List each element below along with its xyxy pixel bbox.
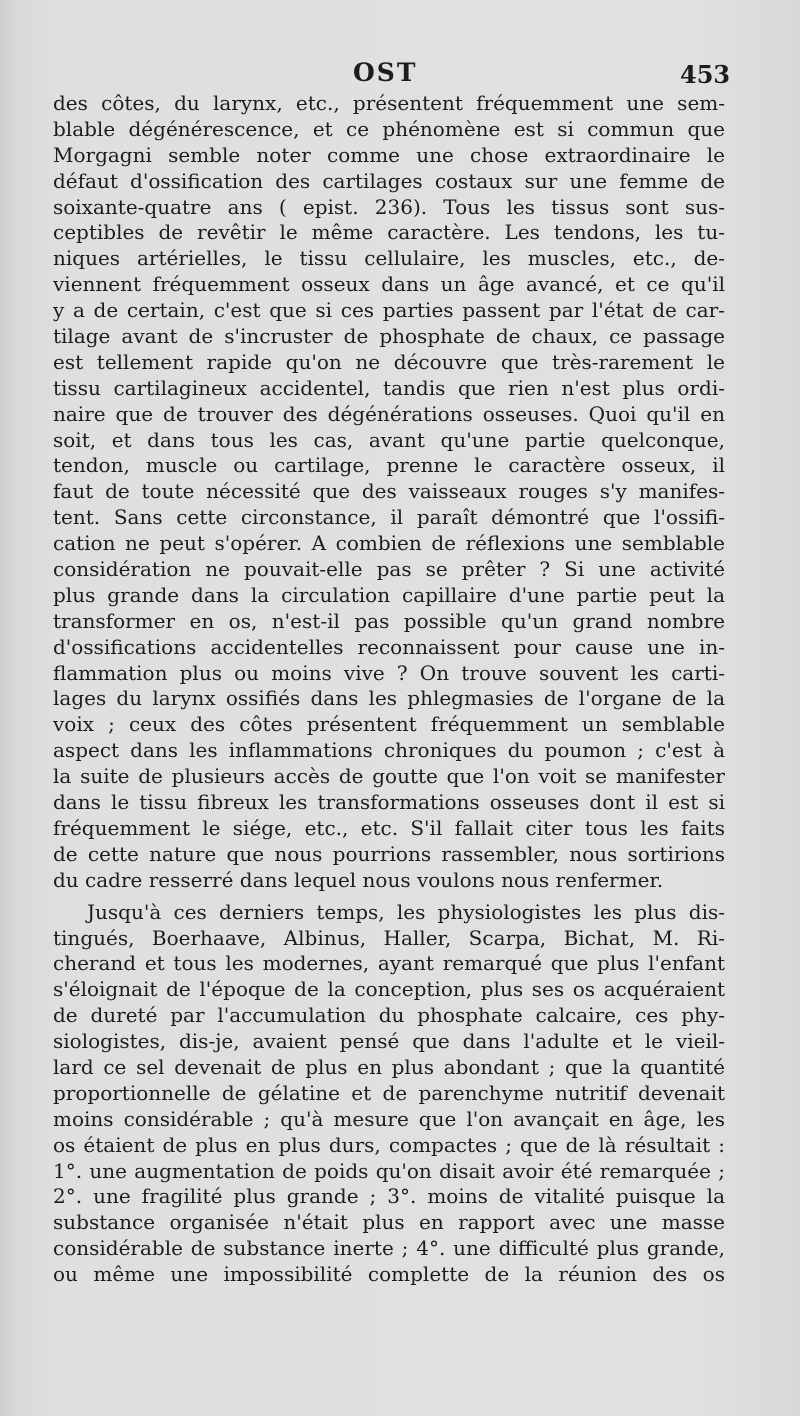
- text-line: s'éloignait de l'époque de la conception, plus ses os acquéraient: [53, 977, 725, 1002]
- text-line: considérable de substance inerte ; 4°. une difficulté plus grande,: [53, 1236, 725, 1261]
- text-line: de dureté par l'accumulation du phosphate calcaire, ces phy-: [53, 1003, 725, 1028]
- text-line: ou même une impossibilité complette de la réunion des os: [53, 1262, 725, 1287]
- text-line: aspect dans les inflammations chroniques du poumon ; c'est à: [53, 738, 725, 763]
- text-line: tingués, Boerhaave, Albinus, Haller, Scarpa, Bichat, M. Ri-: [53, 925, 725, 950]
- text-line: voix ; ceux des côtes présentent fréquemment un semblable: [53, 712, 725, 737]
- text-line: cation ne peut s'opérer. A combien de réflexions une semblable: [53, 531, 725, 556]
- text-line: Morgagni semble noter comme une chose extraordinaire le: [53, 142, 725, 167]
- body-text: [53, 91, 725, 1288]
- text-line: ceptibles de revêtir le même caractère. Les tendons, les tu-: [53, 220, 725, 245]
- text-line: des côtes, du larynx, etc., présentent fréquemment une sem-: [53, 91, 725, 115]
- text-line: siologistes, dis-je, avaient pensé que dans l'adulte et le vieil-: [53, 1029, 725, 1054]
- text-line: fréquemment le siége, etc., etc. S'il fallait citer tous les faits: [53, 815, 725, 840]
- text-line: y a de certain, c'est que si ces parties passent par l'état de car-: [53, 298, 725, 323]
- text-line: tilage avant de s'incruster de phosphate de chaux, ce passage: [53, 324, 725, 349]
- text-line: défaut d'ossification des cartilages costaux sur une femme de: [53, 168, 725, 193]
- text-line: soixante-quatre ans ( epist. 236). Tous les tissus sont sus-: [53, 194, 725, 219]
- text-line: 1°. une augmentation de poids qu'on disait avoir été remarquée ;: [53, 1158, 725, 1183]
- text-line: proportionnelle de gélatine et de parenchyme nutritif devenait: [53, 1080, 725, 1105]
- text-line: cherand et tous les modernes, ayant remarqué que plus l'enfant: [53, 951, 725, 976]
- running-head-title: OST: [353, 58, 418, 87]
- text-line: transformer en os, n'est-il pas possible qu'un grand nombre: [53, 608, 725, 633]
- paragraph-1: [53, 91, 725, 894]
- text-line: de cette nature que nous pourrions rassembler, nous sortirions: [53, 841, 725, 866]
- text-line: lard ce sel devenait de plus en plus abondant ; que la quantité: [53, 1054, 725, 1079]
- text-line: dans le tissu fibreux les transformations osseuses dont il est si: [53, 790, 725, 815]
- text-line: lages du larynx ossifiés dans les phlegmasies de l'organe de la: [53, 686, 725, 711]
- text-line: tissu cartilagineux accidentel, tandis que rien n'est plus ordi-: [53, 375, 725, 400]
- text-line: os étaient de plus en plus durs, compactes ; que de là résultait :: [53, 1132, 725, 1157]
- text-line: est tellement rapide qu'on ne découvre que très-rarement le: [53, 349, 725, 374]
- text-line: viennent fréquemment osseux dans un âge avancé, et ce qu'il: [53, 272, 725, 297]
- page-number: 453: [680, 60, 731, 89]
- text-line: flammation plus ou moins vive ? On trouve souvent les carti-: [53, 660, 725, 685]
- text-line: Jusqu'à ces derniers temps, les physiologistes les plus dis-: [87, 899, 725, 924]
- text-line: moins considérable ; qu'à mesure que l'on avançait en âge, les: [53, 1106, 725, 1131]
- text-line: faut de toute nécessité que des vaisseaux rouges s'y manifes-: [53, 479, 725, 504]
- text-line: substance organisée n'était plus en rapport avec une masse: [53, 1210, 725, 1235]
- text-line: soit, et dans tous les cas, avant qu'une partie quelconque,: [53, 427, 725, 452]
- text-line: tendon, muscle ou cartilage, prenne le caractère osseux, il: [53, 453, 725, 478]
- text-line: blable dégénérescence, et ce phénomène est si commun que: [53, 116, 725, 141]
- text-line: la suite de plusieurs accès de goutte que l'on voit se manifester: [53, 764, 725, 789]
- text-line: plus grande dans la circulation capillaire d'une partie peut la: [53, 582, 725, 607]
- text-line: tent. Sans cette circonstance, il paraît démontré que l'ossifi-: [53, 505, 725, 530]
- running-head: [0, 58, 800, 88]
- text-line: d'ossifications accidentelles reconnaissent pour cause une in-: [53, 634, 725, 659]
- text-line: naire que de trouver des dégénérations osseuses. Quoi qu'il en: [53, 401, 725, 426]
- text-line: niques artérielles, le tissu cellulaire, les muscles, etc., de-: [53, 246, 725, 271]
- paragraph-2: [53, 900, 725, 1288]
- text-line: du cadre resserré dans lequel nous voulons nous renfermer.: [53, 867, 664, 892]
- text-line: considération ne pouvait-elle pas se prêter ? Si une activité: [53, 557, 725, 582]
- text-line: 2°. une fragilité plus grande ; 3°. moins de vitalité puisque la: [53, 1184, 725, 1209]
